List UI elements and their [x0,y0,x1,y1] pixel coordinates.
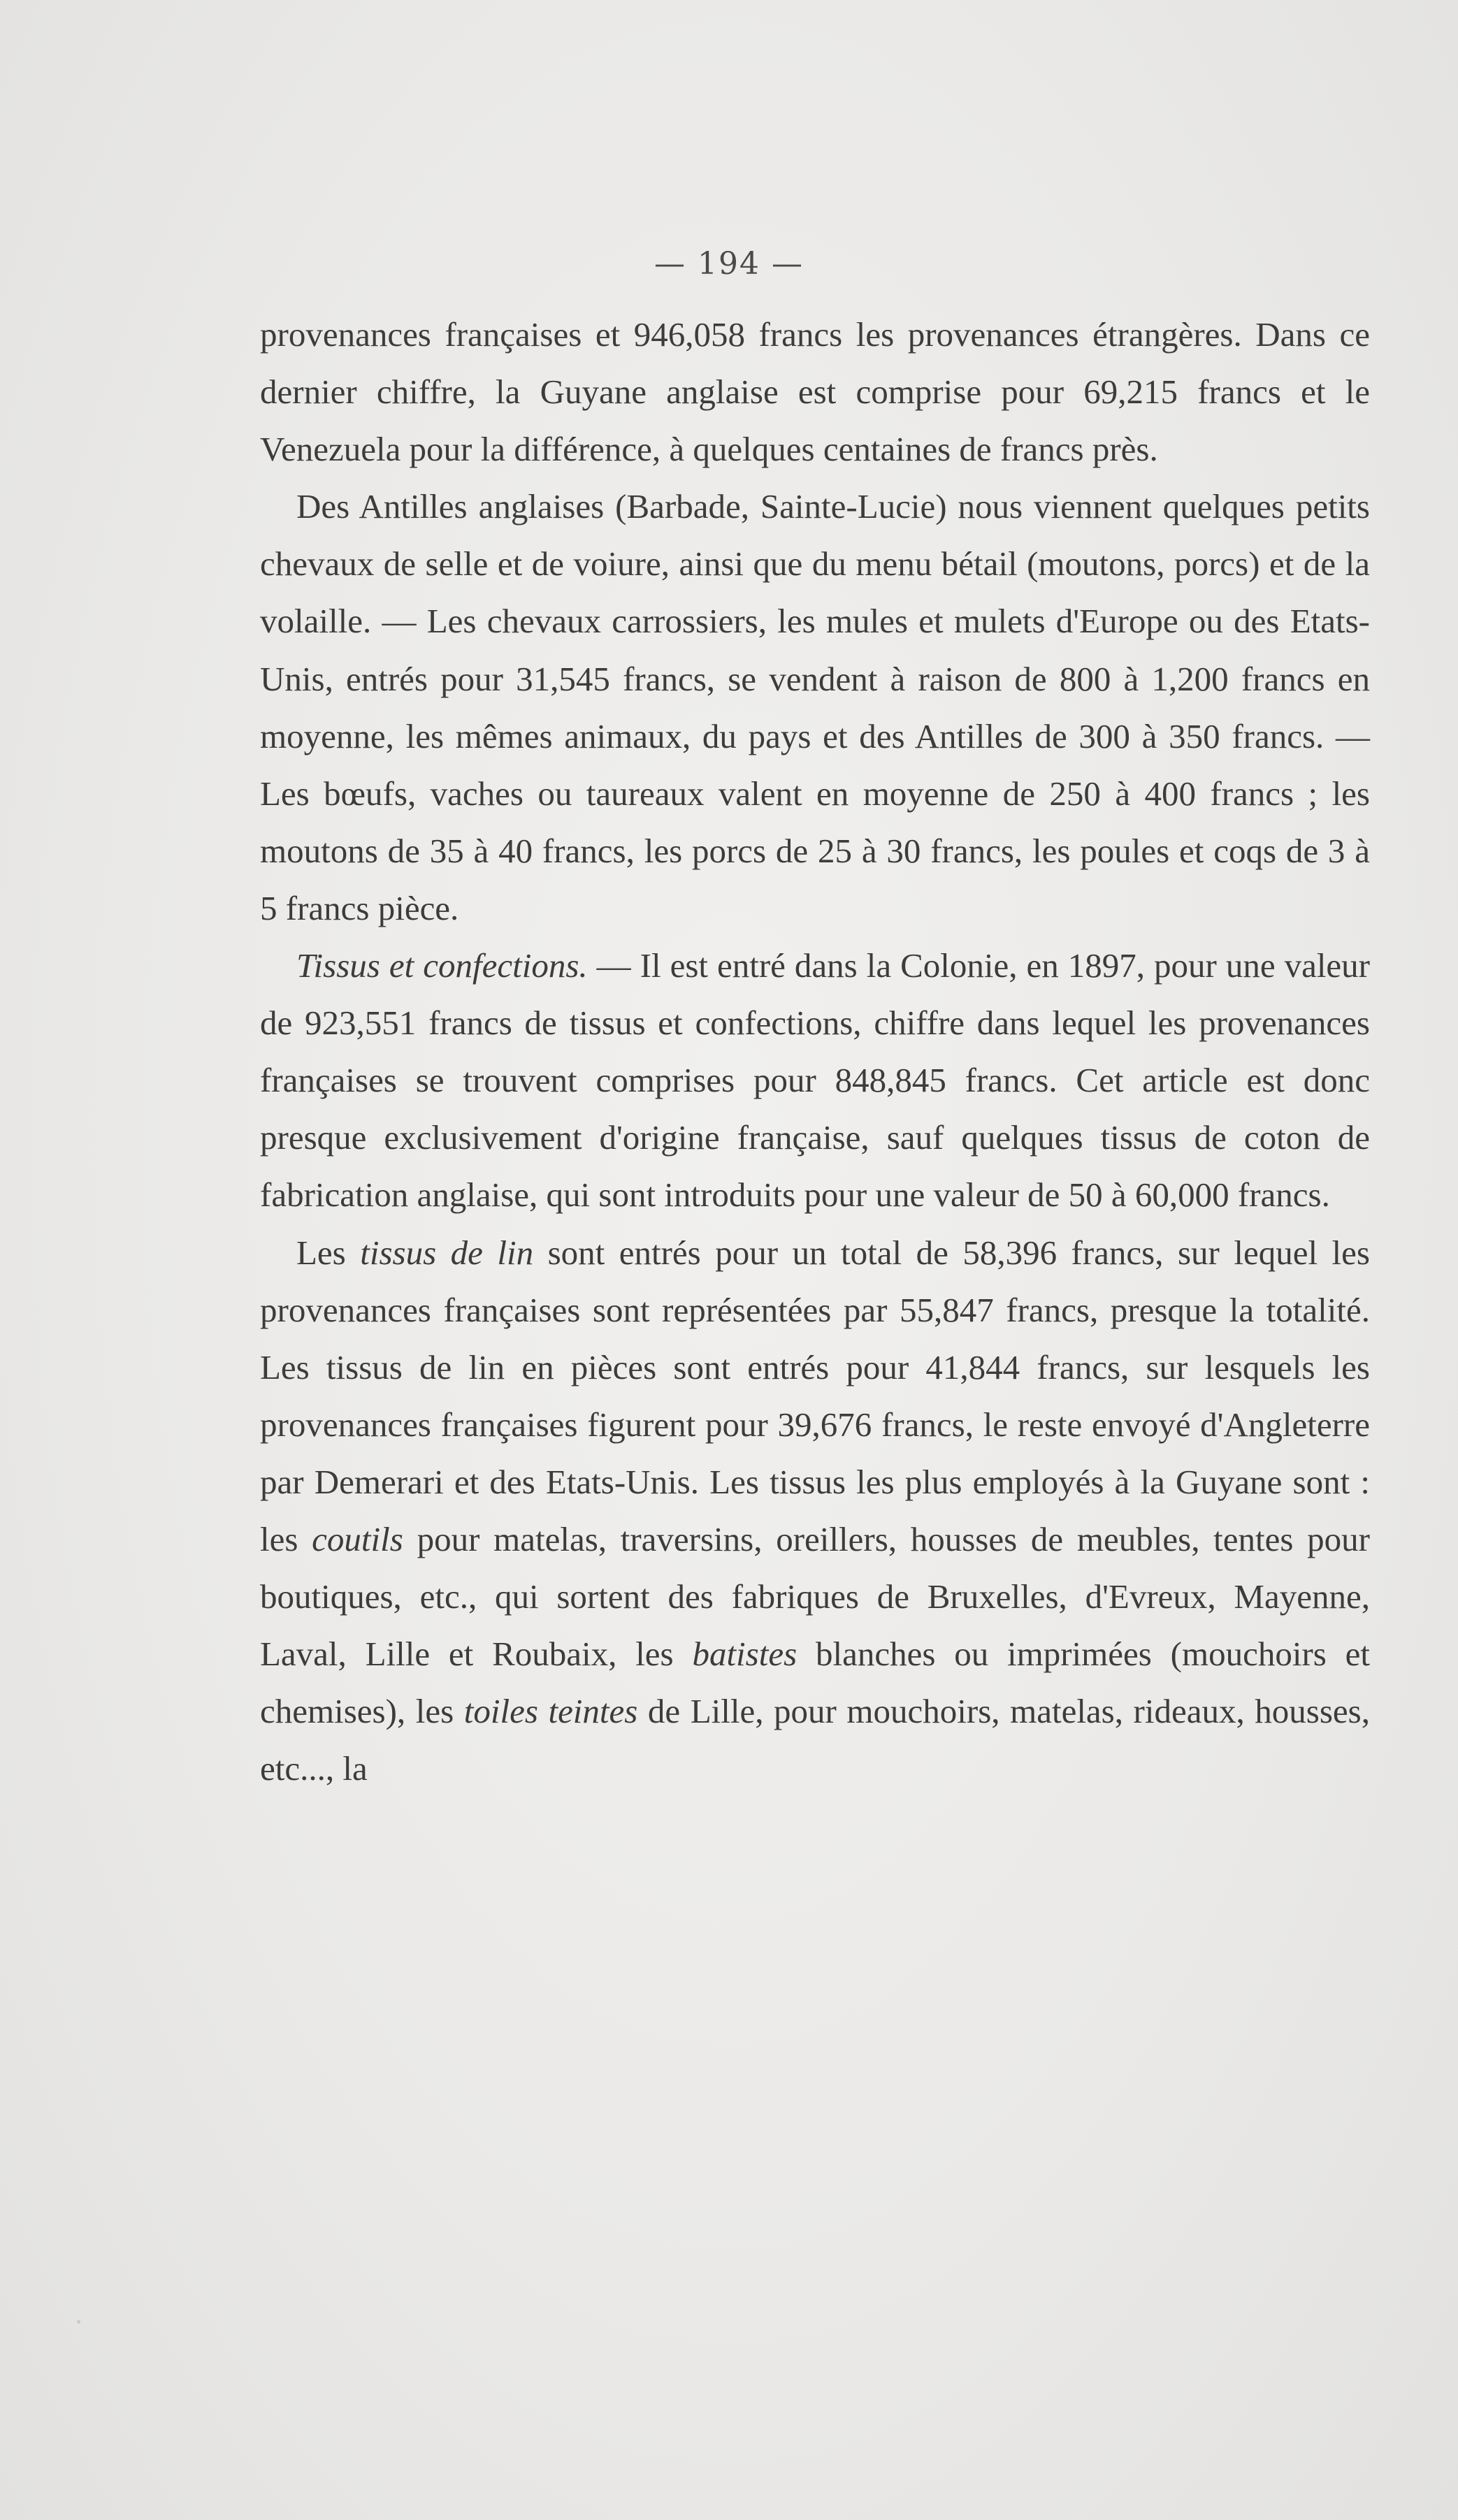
paragraph-2 [260,478,1370,937]
text-run: blanches ou imprimées (mouchoirs et chemises), les [260,1635,1371,1731]
text-run: — Il est entré dans la Colonie, en 1897, pour une valeur de 923,551 francs de tissus et confections, chiffre dans lequel les provenances françaises se trouvent comprises pour 848,845 francs. Cet article est donc presque exclusivement d'origine française, sauf quelques tissus de coton de fabrication anglaise, qui sont introduits pour une valeur de 50 à 60,000 francs. [260,946,1370,1215]
italic-term: tissus de lin [360,1233,534,1272]
text-run: sont entrés pour un total de 58,396 francs, sur lequel les provenances françaises sont représentées par 55,847 francs, presque la totalité. Les tissus de lin en pièces sont entrés pour 41,844 francs, sur lesquels les provenances françaises figurent pour 39,676 francs, le reste envoyé d'Angleterre par Demerari et des Etats-Unis. Les tissus les plus employés à la Guyane sont : les [260,1233,1370,1558]
text-run: Des Antilles anglaises (Barbade, Sainte-Lucie) nous viennent quelques petits chevaux de selle et de voiure, ainsi que du menu bétail (moutons, porcs) et de la volaille. — Les chevaux carrossiers, les mules et mulets d'Europe ou des Etats-Unis, entrés pour 31,545 francs, se vendent à raison de 800 à 1,200 francs en moyenne, les mêmes animaux, du pays et des Antilles de 300 à 350 francs. — Les bœufs, vaches ou taureaux valent en moyenne de 250 à 400 francs ; les moutons de 35 à 40 francs, les porcs de 25 à 30 francs, les poules et coqs de 3 à 5 francs pièce. [260,487,1370,927]
text-run: provenances françaises et 946,058 francs les provenances étrangères. Dans ce dernier chiffre, la Guyane anglaise est comprise pour 69,215 francs et le Venezuela pour la différence, à quelques centaines de francs près. [260,315,1370,469]
text-run: de Lille, pour mouchoirs, matelas, rideaux, housses, etc..., la [260,1692,1370,1788]
paper-speck [77,2320,80,2324]
italic-term: batistes [692,1635,797,1674]
italic-term: coutils [312,1519,403,1558]
section-heading-italic: Tissus et confections. [296,946,588,985]
paragraph-3 [260,937,1370,1224]
text-run: Les [296,1233,361,1272]
text-run: pour matelas, traversins, oreillers, housses de meubles, tentes pour boutiques, etc., qui sortent des fabriques de Bruxelles, d'Evreux, Mayenne, Laval, Lille et Roubaix, les [260,1519,1371,1674]
body-text [260,306,1370,1797]
page-number: — 194 — [654,246,804,282]
paragraph-4 [260,1224,1370,1798]
italic-term: toiles teintes [463,1692,638,1731]
paragraph-1 [260,306,1370,478]
